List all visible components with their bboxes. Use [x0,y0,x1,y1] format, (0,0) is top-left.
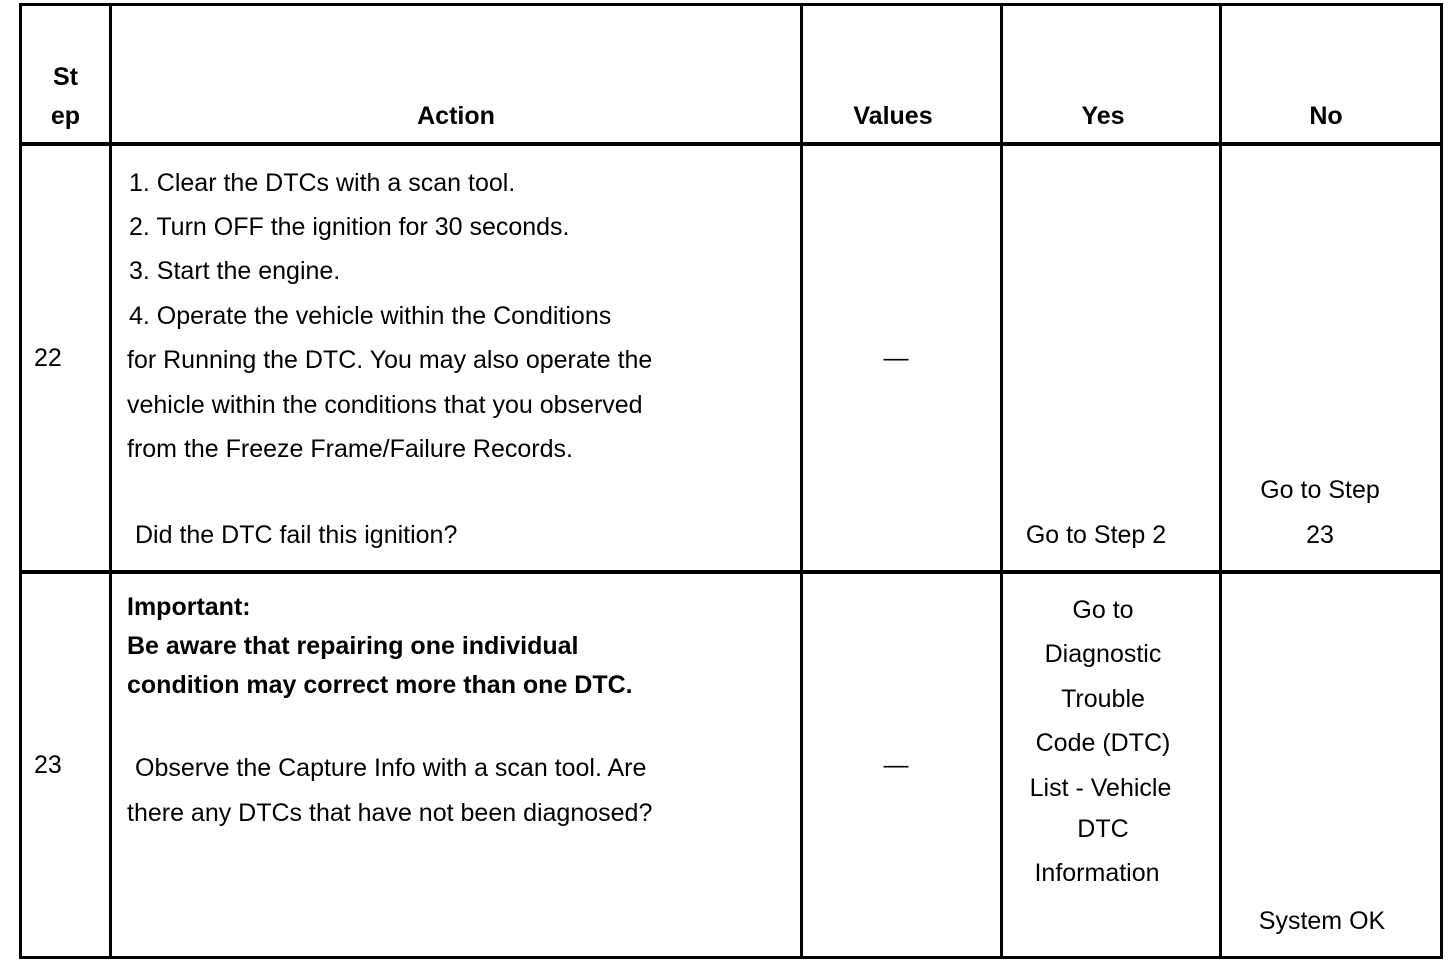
yes-result-line: Go to [1072,596,1134,624]
action-line: there any DTCs that have not been diagnosed? [127,799,653,827]
action-line: for Running the DTC. You may also operate the [127,346,653,374]
yes-result-line: DTC [1077,815,1129,843]
action-line: 3. Start the engine. [129,257,341,285]
step-number: 22 [34,344,62,372]
header-values: Values [853,102,933,130]
header-step-line2: ep [50,102,81,130]
important-note-line: Be aware that repairing one individual [127,632,579,660]
action-line: 1. Clear the DTCs with a scan tool. [129,169,516,197]
yes-result-line: Information [1034,859,1160,887]
no-result-line1: Go to Step [1260,476,1380,504]
action-line: from the Freeze Frame/Failure Records. [127,435,573,463]
action-line: vehicle within the conditions that you observed [127,391,643,419]
yes-result-line: Diagnostic [1044,640,1162,668]
table-border-bottom [19,956,1443,959]
column-divider [1440,3,1443,959]
yes-result: Go to Step 2 [1025,521,1167,549]
header-action: Action [417,102,495,130]
no-result-line2: 23 [1306,521,1334,549]
action-line: 2. Turn OFF the ignition for 30 seconds. [129,213,570,241]
value-dash: — [883,751,909,779]
yes-result-line: Trouble [1061,685,1145,713]
column-divider [19,3,22,959]
header-yes: Yes [1081,102,1125,130]
header-no: No [1309,102,1343,130]
table-border-top [19,3,1443,6]
step-number: 23 [34,751,62,779]
header-step-line1: St [53,63,78,91]
yes-result-line: Code (DTC) [1035,729,1171,757]
row-separator [19,570,1443,574]
column-divider [109,3,112,959]
action-line: 4. Operate the vehicle within the Conditions [129,302,612,330]
no-result: System OK [1258,907,1386,935]
yes-result-line: List - Vehicle [1029,774,1172,802]
value-dash: — [883,344,909,372]
action-line: Observe the Capture Info with a scan tool. Are [135,754,647,782]
column-divider [800,3,803,959]
important-label: Important: [127,593,251,621]
header-separator [19,142,1443,146]
action-question: Did the DTC fail this ignition? [135,521,458,549]
important-note-line: condition may correct more than one DTC. [127,671,633,699]
